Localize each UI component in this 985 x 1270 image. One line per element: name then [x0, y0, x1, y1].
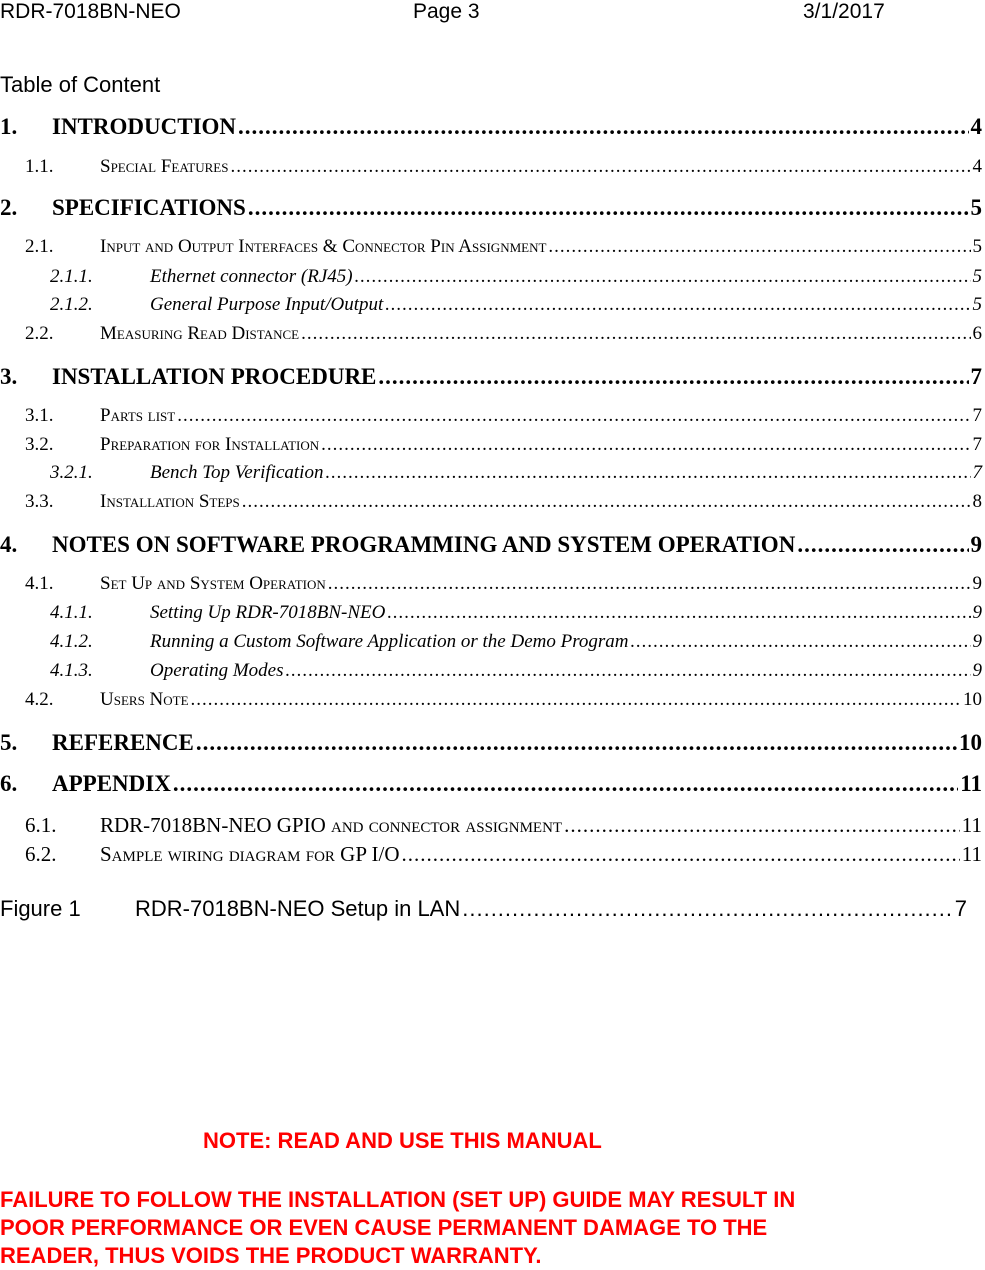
- toc-entry-page: 9: [972, 631, 982, 652]
- toc-entry-introduction[interactable]: [0, 114, 982, 140]
- toc-entry-number: 3.2.: [25, 434, 54, 455]
- toc-dot-leader: [355, 266, 971, 288]
- toc-entry-operating-modes[interactable]: [0, 660, 982, 682]
- toc-entry-installation-steps[interactable]: [0, 491, 982, 513]
- warning-note-line: FAILURE TO FOLLOW THE INSTALLATION (SET UP) GUIDE MAY RESULT IN: [0, 1187, 796, 1212]
- toc-entry-number: 1.: [0, 114, 18, 139]
- toc-entry-parts-list[interactable]: [0, 405, 982, 427]
- toc-entry-number: 4.1.: [25, 573, 54, 594]
- toc-entry-title: Parts list: [100, 405, 176, 426]
- warning-note-line: READER, THUS VOIDS THE PRODUCT WARRANTY.: [0, 1243, 542, 1268]
- toc-entry-number: 6.2.: [25, 842, 57, 866]
- toc-entry-number: 1.1.: [25, 156, 54, 177]
- figure-title: RDR-7018BN-NEO Setup in LAN: [135, 896, 461, 921]
- toc-entry-page: 11: [961, 842, 982, 866]
- figure-list-entry[interactable]: [0, 896, 967, 922]
- toc-entry-running-app[interactable]: [0, 631, 982, 653]
- toc-entry-number: 2.1.1.: [50, 266, 93, 287]
- toc-dot-leader: [328, 573, 971, 595]
- toc-dot-leader: [321, 434, 970, 456]
- toc-entry-title: Installation Steps: [100, 491, 240, 512]
- toc-entry-number: 4.: [0, 532, 18, 557]
- toc-entry-page: 10: [963, 689, 982, 710]
- toc-entry-installation-procedure[interactable]: [0, 364, 982, 390]
- toc-entry-page: 9: [972, 573, 982, 594]
- toc-entry-title: Bench Top Verification: [150, 462, 324, 483]
- toc-entry-title: Input and Output Interfaces & Connector Pin Assignment: [100, 236, 547, 257]
- toc-entry-number: 2.1.: [25, 236, 54, 257]
- toc-entry-number: 4.2.: [25, 689, 54, 710]
- toc-entry-number: 2.1.2.: [50, 294, 93, 315]
- toc-entry-title: APPENDIX: [52, 771, 171, 796]
- toc-title: Table of Content: [0, 72, 161, 97]
- toc-dot-leader: [196, 730, 957, 756]
- toc-entry-title: Preparation for Installation: [100, 434, 320, 455]
- toc-entry-number: 3.: [0, 364, 18, 389]
- toc-entry-gpio-assignment[interactable]: [0, 813, 982, 838]
- toc-entry-page: 6: [972, 323, 982, 344]
- toc-dot-leader: [631, 631, 971, 653]
- toc-entry-number: 4.1.3.: [50, 660, 93, 681]
- toc-dot-leader: [402, 842, 960, 867]
- toc-entry-ethernet-connector[interactable]: [0, 266, 982, 288]
- toc-dot-leader: [385, 294, 970, 316]
- toc-entry-page: 5: [972, 236, 982, 257]
- toc-entry-title: General Purpose Input/Output: [150, 294, 384, 315]
- toc-dot-leader: [797, 532, 968, 558]
- toc-entry-title: NOTES ON SOFTWARE PROGRAMMING AND SYSTEM OPERATION: [52, 532, 796, 557]
- toc-dot-leader: [173, 771, 958, 797]
- toc-entry-number: 4.1.2.: [50, 631, 93, 652]
- warning-note-line: POOR PERFORMANCE OR EVEN CAUSE PERMANENT DAMAGE TO THE: [0, 1215, 768, 1240]
- toc-entry-title: RDR-7018BN-NEO GPIO and connector assignment: [100, 813, 563, 837]
- toc-entry-title: Set Up and System Operation: [100, 573, 326, 594]
- toc-entry-wiring-diagram[interactable]: [0, 842, 982, 867]
- toc-entry-number: 3.2.1.: [50, 462, 93, 483]
- toc-entry-software-notes[interactable]: [0, 532, 982, 558]
- toc-entry-title: Setting Up RDR-7018BN-NEO: [150, 602, 386, 623]
- header-doc-id: RDR-7018BN-NEO: [0, 0, 181, 23]
- toc-entry-title: Running a Custom Software Application or the Demo Program: [150, 631, 629, 652]
- toc-entry-reference[interactable]: [0, 730, 982, 756]
- toc-entry-number: 3.3.: [25, 491, 54, 512]
- toc-entry-users-note[interactable]: [0, 689, 982, 711]
- figure-label: Figure 1: [0, 896, 81, 921]
- toc-entry-page: 5: [972, 294, 982, 315]
- toc-entry-title: SPECIFICATIONS: [52, 195, 246, 220]
- toc-entry-title: Sample wiring diagram for GP I/O: [100, 842, 400, 866]
- warning-note-body: [0, 1186, 960, 1270]
- toc-dot-leader: [238, 114, 968, 140]
- toc-entry-page: 11: [960, 771, 982, 796]
- toc-entry-setting-up[interactable]: [0, 602, 982, 624]
- toc-entry-number: 3.1.: [25, 405, 54, 426]
- toc-entry-page: 9: [972, 602, 982, 623]
- toc-entry-number: 2.2.: [25, 323, 54, 344]
- toc-entry-bench-top[interactable]: [0, 462, 982, 484]
- toc-dot-leader: [248, 195, 969, 221]
- toc-entry-appendix[interactable]: [0, 771, 982, 797]
- toc-dot-leader: [325, 462, 970, 484]
- toc-entry-page: 10: [959, 730, 982, 755]
- toc-entry-specifications[interactable]: [0, 195, 982, 221]
- toc-entry-number: 4.1.1.: [50, 602, 93, 623]
- toc-entry-title: Special Features: [100, 156, 229, 177]
- header-page-number: Page 3: [413, 0, 480, 23]
- toc-entry-page: 8: [972, 491, 982, 512]
- toc-entry-page: 7: [970, 364, 982, 389]
- toc-entry-page: 9: [970, 532, 982, 557]
- toc-entry-special-features[interactable]: [0, 156, 982, 178]
- toc-entry-number: 2.: [0, 195, 18, 220]
- toc-entry-page: 5: [972, 266, 982, 287]
- toc-entry-page: 11: [961, 813, 982, 837]
- toc-dot-leader: [378, 364, 968, 390]
- toc-entry-number: 6.1.: [25, 813, 57, 837]
- toc-dot-leader: [564, 813, 960, 838]
- toc-entry-title: INTRODUCTION: [52, 114, 237, 139]
- toc-dot-leader: [548, 236, 970, 258]
- figure-dot-leader: [462, 896, 953, 922]
- toc-entry-page: 5: [970, 195, 982, 220]
- toc-entry-page: 7: [972, 462, 982, 483]
- toc-dot-leader: [177, 405, 970, 427]
- toc-entry-read-distance[interactable]: [0, 323, 982, 345]
- toc-entry-page: 7: [972, 434, 982, 455]
- toc-entry-io-interfaces[interactable]: [0, 236, 982, 258]
- toc-dot-leader: [387, 602, 970, 624]
- header-date: 3/1/2017: [803, 0, 885, 23]
- warning-note-title: NOTE: READ AND USE THIS MANUAL: [203, 1128, 602, 1153]
- toc-dot-leader: [191, 689, 961, 711]
- toc-entry-page: 7: [972, 405, 982, 426]
- toc-entry-page: 4: [972, 156, 982, 177]
- toc-entry-preparation[interactable]: [0, 434, 982, 456]
- toc-entry-number: 6.: [0, 771, 18, 796]
- toc-dot-leader: [242, 491, 971, 513]
- toc-entry-number: 5.: [0, 730, 18, 755]
- toc-entry-setup-operation[interactable]: [0, 573, 982, 595]
- toc-entry-title: REFERENCE: [52, 730, 194, 755]
- toc-entry-title: Users Note: [100, 689, 189, 710]
- toc-entry-title: INSTALLATION PROCEDURE: [52, 364, 377, 389]
- toc-dot-leader: [301, 323, 970, 345]
- toc-entry-page: 4: [970, 114, 982, 139]
- toc-entry-title: Ethernet connector (RJ45): [150, 266, 353, 287]
- toc-entry-gpio[interactable]: [0, 294, 982, 316]
- toc-entry-title: Operating Modes: [150, 660, 284, 681]
- toc-entry-page: 9: [972, 660, 982, 681]
- toc-dot-leader: [286, 660, 971, 682]
- figure-page: 7: [954, 896, 967, 921]
- toc-entry-title: Measuring Read Distance: [100, 323, 300, 344]
- toc-dot-leader: [230, 156, 970, 178]
